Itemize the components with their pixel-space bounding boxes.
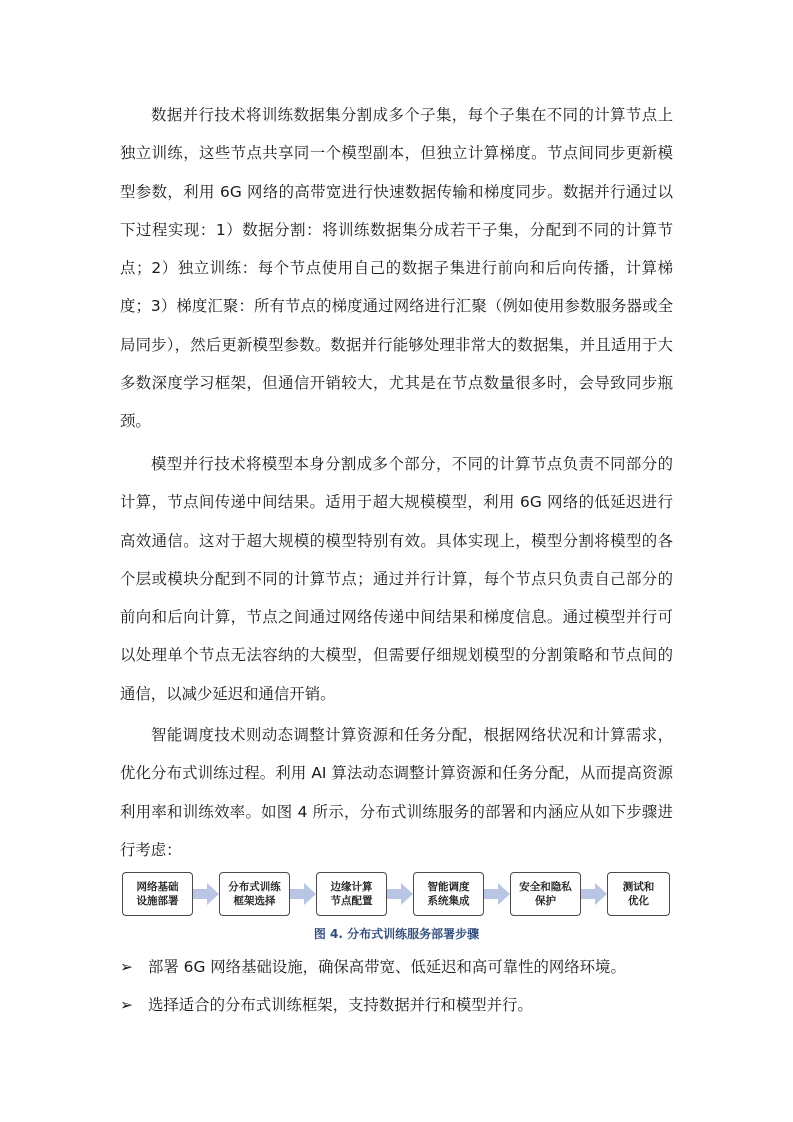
bullet-arrow-icon: ➢ xyxy=(120,996,133,1014)
deployment-flow-diagram xyxy=(122,872,670,918)
figure-caption: 图 4. 分布式训练服务部署步骤 xyxy=(313,927,480,941)
flow-arrow-icon xyxy=(484,882,510,906)
paragraph-data-parallel: 数据并行技术将训练数据集分割成多个子集，每个子集在不同的计算节点上独立训练，这些节点共享同一个模型副本，但独立计算梯度。节点间同步更新模型参数，利用 6G 网络的高带宽进行快速数据传输和梯度同步。数据并行通过以下过程实现：1）数据分割：将训练数据集分成若干子集，分配到不同的计算节点；2）独立训练：每个节点使用自己的数据子集进行前向和后向传播，计算梯度；3）梯度汇聚：所有节点的梯度通过网络进行汇聚（例如使用参数服务器或全局同步），然后更新模型参数。数据并行能够处理非常大的数据集，并且适用于大多数深度学习框架，但通信开销较大，尤其是在节点数量很多时，会导致同步瓶颈。 xyxy=(120,106,673,431)
flow-arrow-icon xyxy=(193,882,219,906)
paragraph-intelligent-scheduling: 智能调度技术则动态调整计算资源和任务分配，根据网络状况和计算需求，优化分布式训练过程。利用 AI 算法动态调整计算资源和任务分配，从而提高资源利用率和训练效率。如图 4 所示，分布式训练服务的部署和内涵应从如下步骤进行考虑： xyxy=(120,726,673,859)
flow-arrow-icon xyxy=(581,882,607,906)
bullet-text: 选择适合的分布式训练框架，支持数据并行和模型并行。 xyxy=(148,996,533,1014)
flow-step-network-infrastructure: 网络基础 设施部署 xyxy=(122,872,193,916)
paragraph-model-parallel: 模型并行技术将模型本身分割成多个部分，不同的计算节点负责不同部分的计算，节点间传递中间结果。适用于超大规模模型，利用 6G 网络的低延迟进行高效通信。这对于超大规模的模型特别有效。具体实现上，模型分割将模型的各个层或模块分配到不同的计算节点；通过并行计算，每个节点只负责自己部分的前向和后向计算，节点之间通过网络传递中间结果和梯度信息。通过模型并行可以处理单个节点无法容纳的大模型，但需要仔细规划模型的分割策略和节点间的通信，以减少延迟和通信开销。 xyxy=(120,455,673,703)
flow-step-security-privacy: 安全和隐私 保护 xyxy=(510,872,581,916)
flow-arrow-icon xyxy=(290,882,316,906)
flow-step-framework-selection: 分布式训练 框架选择 xyxy=(219,872,290,916)
flow-arrow-icon xyxy=(387,882,413,906)
flow-step-testing-optimization: 测试和 优化 xyxy=(607,872,670,916)
flow-step-edge-node-config: 边缘计算 节点配置 xyxy=(316,872,387,916)
bullet-arrow-icon: ➢ xyxy=(120,958,133,976)
flow-step-scheduler-integration: 智能调度 系统集成 xyxy=(413,872,484,916)
bullet-text: 部署 6G 网络基础设施，确保高带宽、低延迟和高可靠性的网络环境。 xyxy=(148,958,626,976)
